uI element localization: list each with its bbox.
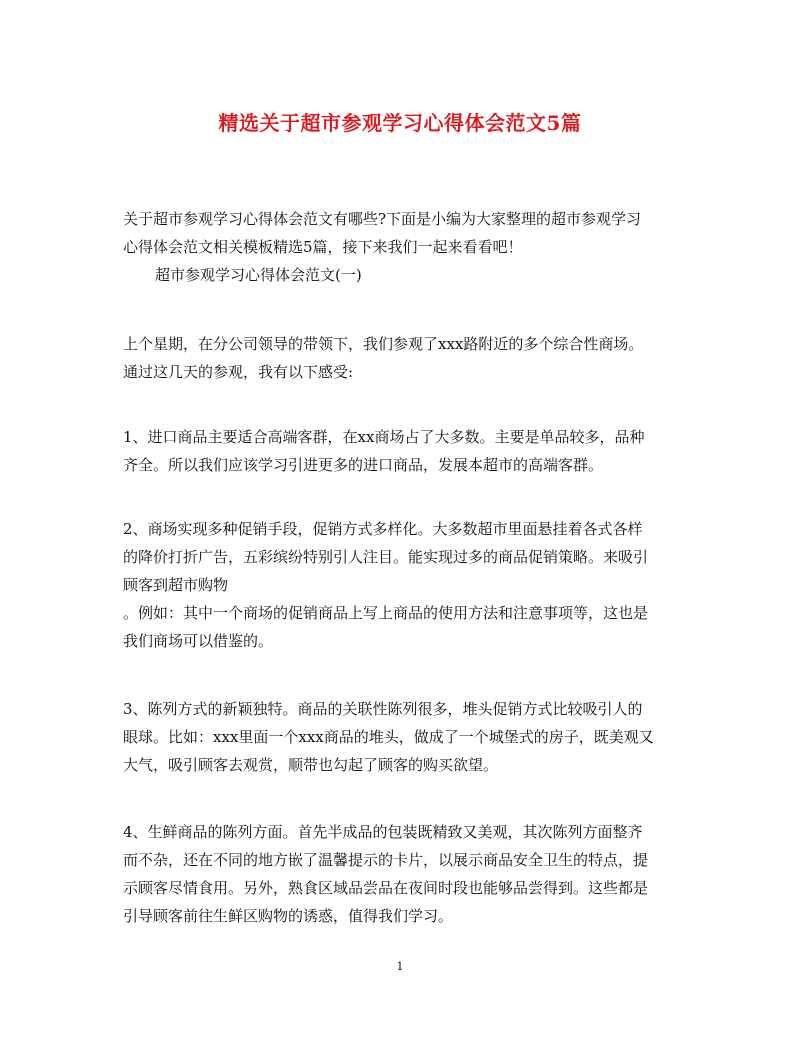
body-paragraph: [123, 515, 679, 655]
paragraph-line: 眼球。比如：xxx里面一个xxx商品的堆头，做成了一个城堡式的房子，既美观又: [123, 728, 654, 746]
paragraph-line: 顾客到超市购物: [123, 576, 229, 594]
paragraph-line: 4、生鲜商品的陈列方面。首先半成品的包装既精致又美观，其次陈列方面整齐: [123, 823, 643, 841]
paragraph-line: 2、商场实现多种促销手段，促销方式多样化。大多数超市里面悬挂着各式各样: [123, 520, 643, 538]
paragraph-line: 1、进口商品主要适合高端客群，在xx商场占了大多数。主要是单品较多，品种: [123, 428, 645, 446]
body-paragraph: [123, 423, 679, 479]
body-paragraph: [123, 818, 679, 930]
paragraph-line: 3、陈列方式的新颖独特。商品的关联性陈列很多，堆头促销方式比较吸引人的: [123, 700, 643, 718]
paragraph-line: 我们商场可以借鉴的。: [123, 632, 274, 650]
intro-line: 关于超市参观学习心得体会范文有哪些?下面是小编为大家整理的超市参观学习: [123, 210, 642, 228]
paragraph-line: 而不杂，还在不同的地方嵌了温馨提示的卡片，以展示商品安全卫生的特点，提: [123, 851, 649, 869]
intro-line: 心得体会范文相关模板精选5篇，接下来我们一起来看看吧！: [123, 238, 523, 256]
body-paragraph: [123, 330, 679, 386]
paragraph-line: 上个星期，在分公司领导的带领下，我们参观了xxx路附近的多个综合性商场。: [123, 335, 644, 353]
page-title: 精选关于超市参观学习心得体会范文5篇: [218, 111, 582, 135]
paragraph-line: 。例如：其中一个商场的促销商品上写上商品的使用方法和注意事项等，这也是: [123, 604, 649, 622]
section-subheading: 超市参观学习心得体会范文(一): [155, 266, 362, 284]
page-number: 1: [396, 960, 404, 973]
paragraph-line: 的降价打折广告，五彩缤纷特别引人注目。能实现过多的商品促销策略。来吸引: [123, 548, 649, 566]
paragraph-line: 通过这几天的参观，我有以下感受:: [123, 363, 354, 381]
intro-paragraph: [123, 205, 679, 289]
paragraph-line: 大气，吸引顾客去观赏，顺带也勾起了顾客的购买欲望。: [123, 756, 499, 774]
body-paragraph: [123, 695, 679, 779]
paragraph-line: 示顾客尽情食用。另外，熟食区域品尝品在夜间时段也能够品尝得到。这些都是: [123, 879, 649, 897]
paragraph-line: 引导顾客前往生鲜区购物的诱惑，值得我们学习。: [123, 907, 454, 925]
paragraph-line: 齐全。所以我们应该学习引进更多的进口商品，发展本超市的高端客群。: [123, 456, 604, 474]
